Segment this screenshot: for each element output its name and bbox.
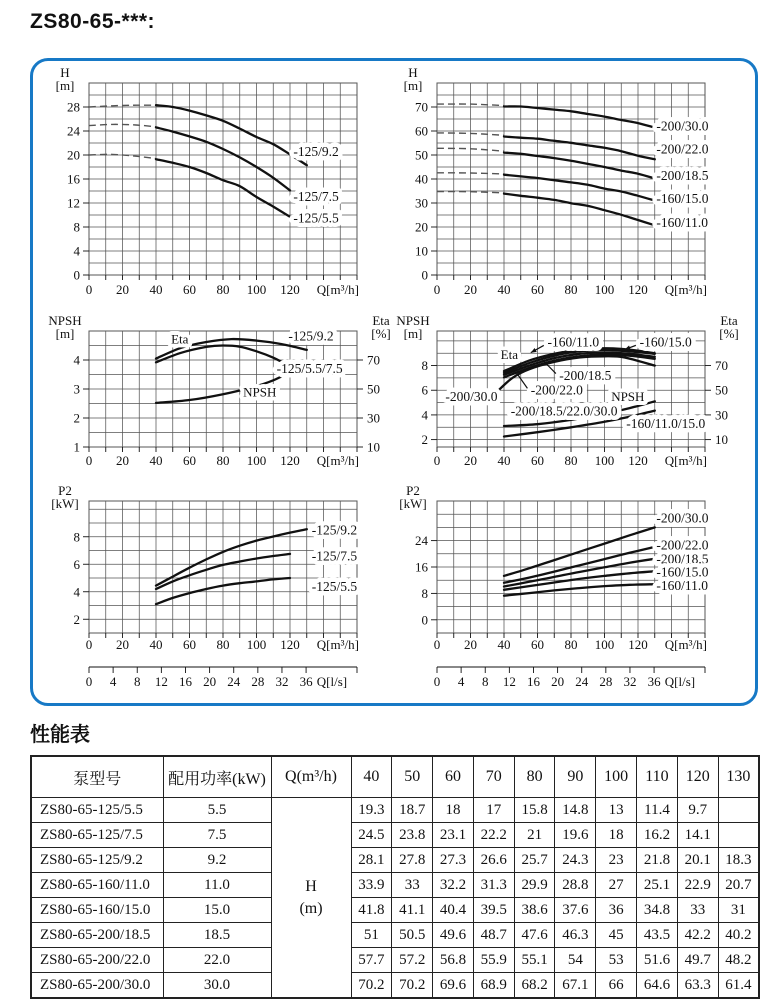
svg-text:16: 16 — [415, 559, 428, 575]
svg-text:120: 120 — [628, 282, 648, 297]
value-cell: 15.8 — [514, 798, 555, 823]
svg-text:36: 36 — [647, 674, 661, 689]
svg-text:80: 80 — [216, 453, 230, 468]
charts-panel — [30, 58, 758, 706]
value-cell: 24.5 — [351, 823, 392, 848]
svg-text:100: 100 — [594, 453, 615, 468]
svg-text:-125/5.5/7.5: -125/5.5/7.5 — [276, 361, 343, 377]
value-cell: 16.2 — [637, 823, 678, 848]
header-cell: 40 — [351, 756, 392, 798]
value-cell: 27.3 — [433, 848, 474, 873]
header-cell: 配用功率(kW) — [163, 756, 271, 798]
svg-text:20: 20 — [203, 674, 217, 689]
value-cell: 46.3 — [555, 923, 596, 948]
svg-text:36: 36 — [299, 674, 313, 689]
svg-text:Eta: Eta — [171, 331, 189, 347]
value-cell: 33 — [677, 898, 718, 923]
svg-text:Eta: Eta — [500, 346, 518, 362]
svg-text:80: 80 — [564, 282, 578, 297]
svg-text:16: 16 — [67, 171, 80, 187]
svg-text:P2: P2 — [58, 485, 72, 498]
performance-table-heading: 性能表 — [30, 724, 90, 746]
svg-text:30: 30 — [415, 195, 428, 211]
value-cell: 21 — [514, 823, 555, 848]
power-cell: 5.5 — [163, 798, 271, 823]
svg-text:40: 40 — [149, 637, 163, 652]
svg-text:H: H — [60, 65, 70, 80]
svg-text:-160/15.0: -160/15.0 — [656, 191, 709, 207]
value-cell: 14.1 — [677, 823, 718, 848]
svg-text:[m]: [m] — [403, 326, 423, 341]
svg-text:[kW]: [kW] — [399, 496, 427, 511]
value-cell: 50.5 — [392, 923, 433, 948]
svg-text:Eta: Eta — [372, 313, 390, 328]
table-row — [31, 823, 759, 848]
svg-text:70: 70 — [367, 352, 380, 368]
value-cell: 39.5 — [473, 898, 514, 923]
svg-text:80: 80 — [564, 453, 578, 468]
model-cell: ZS80-65-160/11.0 — [31, 873, 163, 898]
svg-text:4: 4 — [73, 584, 80, 600]
value-cell: 18 — [433, 798, 474, 823]
svg-text:-160/11.0/15.0: -160/11.0/15.0 — [626, 416, 706, 432]
value-cell: 28.8 — [555, 873, 596, 898]
svg-text:-125/9.2: -125/9.2 — [293, 143, 339, 159]
svg-text:-200/22.0: -200/22.0 — [656, 141, 709, 157]
svg-text:-160/11.0: -160/11.0 — [656, 577, 709, 593]
svg-text:16: 16 — [178, 674, 192, 689]
svg-text:20: 20 — [551, 674, 565, 689]
svg-text:Q[m³/h]: Q[m³/h] — [316, 282, 359, 297]
svg-text:20: 20 — [464, 637, 477, 652]
svg-text:-125/9.2: -125/9.2 — [311, 522, 358, 538]
value-cell: 25.1 — [637, 873, 678, 898]
svg-text:[%]: [%] — [719, 326, 739, 341]
svg-text:NPSH: NPSH — [243, 384, 277, 400]
svg-text:P2: P2 — [406, 485, 420, 498]
svg-text:2: 2 — [421, 432, 428, 448]
value-cell: 27.8 — [392, 848, 433, 873]
svg-text:-125/7.5: -125/7.5 — [311, 548, 358, 564]
value-cell: 40.2 — [718, 923, 759, 948]
value-cell: 43.5 — [637, 923, 678, 948]
value-cell: 24.3 — [555, 848, 596, 873]
svg-text:60: 60 — [183, 453, 196, 468]
svg-text:16: 16 — [526, 674, 540, 689]
power-cell: 30.0 — [163, 973, 271, 999]
svg-text:100: 100 — [594, 637, 615, 652]
power-cell: 7.5 — [163, 823, 271, 848]
model-cell: ZS80-65-160/15.0 — [31, 898, 163, 923]
svg-text:8: 8 — [73, 529, 80, 545]
svg-text:12: 12 — [502, 674, 516, 689]
svg-text:60: 60 — [415, 123, 428, 139]
value-cell: 18 — [596, 823, 637, 848]
value-cell: 22.9 — [677, 873, 718, 898]
header-cell: 120 — [677, 756, 718, 798]
svg-text:0: 0 — [85, 282, 93, 297]
value-cell: 57.2 — [392, 948, 433, 973]
table-header-row — [31, 756, 759, 798]
svg-text:NPSH: NPSH — [48, 313, 82, 328]
svg-text:30: 30 — [715, 407, 728, 423]
value-cell: 68.9 — [473, 973, 514, 999]
table-row — [31, 898, 759, 923]
svg-text:0: 0 — [433, 637, 441, 652]
table-row — [31, 798, 759, 823]
value-cell: 11.4 — [637, 798, 678, 823]
svg-text:100: 100 — [246, 453, 267, 468]
svg-text:0: 0 — [433, 453, 441, 468]
svg-text:20: 20 — [415, 219, 428, 235]
svg-text:-200/22.0: -200/22.0 — [530, 382, 583, 398]
svg-text:50: 50 — [367, 381, 380, 397]
svg-text:28: 28 — [251, 674, 265, 689]
svg-text:4: 4 — [421, 407, 428, 423]
svg-text:60: 60 — [531, 282, 544, 297]
svg-text:60: 60 — [183, 282, 196, 297]
value-cell: 67.1 — [555, 973, 596, 999]
svg-text:4: 4 — [73, 352, 80, 368]
svg-text:12: 12 — [67, 195, 80, 211]
value-cell: 49.6 — [433, 923, 474, 948]
svg-text:80: 80 — [564, 637, 578, 652]
header-cell: 70 — [473, 756, 514, 798]
svg-text:40: 40 — [149, 453, 163, 468]
value-cell: 14.8 — [555, 798, 596, 823]
model-cell: ZS80-65-125/9.2 — [31, 848, 163, 873]
svg-text:60: 60 — [183, 637, 196, 652]
value-cell: 19.6 — [555, 823, 596, 848]
head-unit-cell: H (m) — [271, 798, 351, 999]
svg-text:100: 100 — [246, 282, 267, 297]
svg-text:Q[m³/h]: Q[m³/h] — [664, 453, 707, 468]
value-cell: 64.6 — [637, 973, 678, 999]
svg-text:28: 28 — [599, 674, 613, 689]
chart-npsh-eta-125 — [43, 313, 393, 485]
svg-text:Q[m³/h]: Q[m³/h] — [664, 282, 707, 297]
value-cell: 48.2 — [718, 948, 759, 973]
svg-text:0: 0 — [433, 282, 441, 297]
power-cell: 18.5 — [163, 923, 271, 948]
svg-text:50: 50 — [415, 147, 428, 163]
svg-text:-160/15.0: -160/15.0 — [639, 334, 692, 350]
svg-text:-125/5.5: -125/5.5 — [293, 210, 339, 226]
chart-head-flow-125 — [43, 63, 393, 307]
value-cell: 68.2 — [514, 973, 555, 999]
svg-text:[kW]: [kW] — [51, 496, 79, 511]
svg-text:20: 20 — [116, 282, 129, 297]
svg-text:2: 2 — [73, 410, 80, 426]
svg-text:8: 8 — [421, 358, 428, 374]
value-cell: 26.6 — [473, 848, 514, 873]
value-cell: 49.7 — [677, 948, 718, 973]
svg-text:-160/15.0: -160/15.0 — [656, 564, 709, 580]
value-cell: 18.7 — [392, 798, 433, 823]
value-cell: 47.6 — [514, 923, 555, 948]
svg-text:20: 20 — [464, 282, 477, 297]
svg-text:20: 20 — [116, 637, 129, 652]
value-cell: 31 — [718, 898, 759, 923]
header-cell: 50 — [392, 756, 433, 798]
value-cell: 20.1 — [677, 848, 718, 873]
svg-text:-200/18.5/22.0/30.0: -200/18.5/22.0/30.0 — [510, 403, 618, 419]
value-cell: 22.2 — [473, 823, 514, 848]
table-row — [31, 973, 759, 999]
svg-text:H: H — [408, 65, 418, 80]
svg-text:Q[m³/h]: Q[m³/h] — [664, 637, 707, 652]
svg-text:-125/7.5: -125/7.5 — [293, 188, 339, 204]
value-cell: 20.7 — [718, 873, 759, 898]
svg-text:8: 8 — [73, 219, 80, 235]
value-cell: 36 — [596, 898, 637, 923]
chart-head-flow-160-200 — [391, 63, 741, 307]
svg-text:10: 10 — [415, 243, 428, 259]
svg-text:4: 4 — [457, 674, 465, 689]
svg-text:100: 100 — [594, 282, 615, 297]
value-cell: 33.9 — [351, 873, 392, 898]
performance-table — [30, 755, 760, 999]
svg-text:-200/22.0: -200/22.0 — [656, 537, 709, 553]
value-cell: 17 — [473, 798, 514, 823]
value-cell: 69.6 — [433, 973, 474, 999]
value-cell: 29.9 — [514, 873, 555, 898]
svg-text:0: 0 — [421, 267, 428, 283]
value-cell: 70.2 — [392, 973, 433, 999]
svg-text:28: 28 — [67, 99, 80, 115]
svg-text:8: 8 — [481, 674, 489, 689]
svg-text:40: 40 — [497, 453, 511, 468]
model-cell: ZS80-65-125/5.5 — [31, 798, 163, 823]
svg-text:32: 32 — [623, 674, 637, 689]
svg-text:8: 8 — [133, 674, 141, 689]
svg-text:-160/11.0: -160/11.0 — [547, 334, 600, 350]
svg-text:10: 10 — [367, 439, 380, 455]
svg-text:12: 12 — [154, 674, 168, 689]
table-row — [31, 948, 759, 973]
svg-text:Q[m³/h]: Q[m³/h] — [316, 637, 359, 652]
value-cell: 51 — [351, 923, 392, 948]
value-cell: 23.8 — [392, 823, 433, 848]
svg-text:80: 80 — [216, 282, 230, 297]
svg-text:0: 0 — [433, 674, 441, 689]
svg-text:24: 24 — [575, 674, 589, 689]
svg-text:24: 24 — [415, 533, 428, 549]
svg-text:[%]: [%] — [371, 326, 391, 341]
page-title: ZS80-65-***: — [30, 10, 156, 33]
svg-text:20: 20 — [464, 453, 477, 468]
svg-text:40: 40 — [415, 171, 428, 187]
svg-text:6: 6 — [421, 382, 428, 398]
header-cell: 泵型号 — [31, 756, 163, 798]
value-cell: 23.1 — [433, 823, 474, 848]
value-cell: 57.7 — [351, 948, 392, 973]
value-cell: 23 — [596, 848, 637, 873]
power-cell: 9.2 — [163, 848, 271, 873]
svg-text:1: 1 — [73, 439, 80, 455]
model-cell: ZS80-65-200/18.5 — [31, 923, 163, 948]
chart-power-flow-160-200 — [391, 485, 741, 701]
value-cell — [718, 823, 759, 848]
svg-text:40: 40 — [497, 282, 511, 297]
svg-text:-160/11.0: -160/11.0 — [656, 215, 709, 231]
value-cell: 19.3 — [351, 798, 392, 823]
svg-text:8: 8 — [421, 585, 428, 601]
svg-text:-125/9.2: -125/9.2 — [288, 328, 334, 344]
header-cell: 110 — [637, 756, 678, 798]
svg-text:-200/18.5: -200/18.5 — [559, 367, 612, 383]
svg-text:Eta: Eta — [720, 313, 738, 328]
value-cell: 45 — [596, 923, 637, 948]
value-cell — [718, 798, 759, 823]
value-cell: 37.6 — [555, 898, 596, 923]
value-cell: 25.7 — [514, 848, 555, 873]
value-cell: 18.3 — [718, 848, 759, 873]
header-cell: 60 — [433, 756, 474, 798]
svg-text:40: 40 — [497, 637, 511, 652]
svg-text:4: 4 — [73, 243, 80, 259]
svg-text:100: 100 — [246, 637, 267, 652]
value-cell: 55.1 — [514, 948, 555, 973]
table-row — [31, 873, 759, 898]
svg-text:-200/30.0: -200/30.0 — [445, 388, 498, 404]
svg-text:0: 0 — [421, 612, 428, 628]
svg-text:Q[m³/h]: Q[m³/h] — [316, 453, 359, 468]
svg-text:Q[l/s]: Q[l/s] — [316, 674, 348, 689]
value-cell: 28.1 — [351, 848, 392, 873]
svg-text:0: 0 — [73, 267, 80, 283]
value-cell: 63.3 — [677, 973, 718, 999]
value-cell: 31.3 — [473, 873, 514, 898]
svg-text:50: 50 — [715, 382, 728, 398]
power-cell: 15.0 — [163, 898, 271, 923]
value-cell: 41.8 — [351, 898, 392, 923]
svg-text:70: 70 — [715, 358, 728, 374]
svg-text:-200/18.5: -200/18.5 — [656, 167, 709, 183]
svg-text:20: 20 — [116, 453, 129, 468]
value-cell: 38.6 — [514, 898, 555, 923]
svg-text:120: 120 — [628, 453, 648, 468]
svg-text:32: 32 — [275, 674, 289, 689]
value-cell: 70.2 — [351, 973, 392, 999]
svg-text:120: 120 — [280, 453, 300, 468]
table-header — [31, 756, 759, 798]
svg-text:60: 60 — [531, 453, 544, 468]
svg-text:NPSH: NPSH — [611, 388, 645, 404]
value-cell: 40.4 — [433, 898, 474, 923]
value-cell: 32.2 — [433, 873, 474, 898]
svg-text:20: 20 — [67, 147, 80, 163]
header-cell: 90 — [555, 756, 596, 798]
value-cell: 9.7 — [677, 798, 718, 823]
svg-text:24: 24 — [67, 123, 80, 139]
header-cell: 130 — [718, 756, 759, 798]
svg-text:120: 120 — [628, 637, 648, 652]
svg-text:120: 120 — [280, 282, 300, 297]
svg-text:[m]: [m] — [55, 78, 75, 93]
svg-text:[m]: [m] — [403, 78, 423, 93]
svg-text:2: 2 — [73, 611, 80, 627]
value-cell: 27 — [596, 873, 637, 898]
svg-text:70: 70 — [415, 99, 428, 115]
chart-power-flow-125 — [43, 485, 393, 701]
svg-text:4: 4 — [109, 674, 117, 689]
model-cell: ZS80-65-200/30.0 — [31, 973, 163, 999]
svg-text:6: 6 — [73, 556, 80, 572]
table-row — [31, 923, 759, 948]
value-cell: 61.4 — [718, 973, 759, 999]
value-cell: 56.8 — [433, 948, 474, 973]
svg-text:[m]: [m] — [55, 326, 75, 341]
svg-text:Q[l/s]: Q[l/s] — [664, 674, 696, 689]
value-cell: 55.9 — [473, 948, 514, 973]
svg-text:40: 40 — [149, 282, 163, 297]
table-body — [31, 798, 759, 999]
svg-text:3: 3 — [73, 381, 80, 397]
svg-text:60: 60 — [531, 637, 544, 652]
value-cell: 42.2 — [677, 923, 718, 948]
value-cell: 34.8 — [637, 898, 678, 923]
svg-text:10: 10 — [715, 432, 728, 448]
power-cell: 22.0 — [163, 948, 271, 973]
svg-text:-200/30.0: -200/30.0 — [656, 118, 709, 134]
svg-text:30: 30 — [367, 410, 380, 426]
value-cell: 33 — [392, 873, 433, 898]
svg-text:-200/18.5: -200/18.5 — [656, 551, 709, 567]
svg-text:0: 0 — [85, 674, 93, 689]
power-cell: 11.0 — [163, 873, 271, 898]
value-cell: 13 — [596, 798, 637, 823]
model-cell: ZS80-65-200/22.0 — [31, 948, 163, 973]
svg-text:0: 0 — [85, 453, 93, 468]
value-cell: 53 — [596, 948, 637, 973]
svg-text:24: 24 — [227, 674, 241, 689]
header-cell: 80 — [514, 756, 555, 798]
model-cell: ZS80-65-125/7.5 — [31, 823, 163, 848]
value-cell: 51.6 — [637, 948, 678, 973]
header-cell: 100 — [596, 756, 637, 798]
svg-text:80: 80 — [216, 637, 230, 652]
svg-text:120: 120 — [280, 637, 300, 652]
value-cell: 54 — [555, 948, 596, 973]
svg-text:NPSH: NPSH — [396, 313, 430, 328]
svg-text:-200/30.0: -200/30.0 — [656, 510, 709, 526]
svg-text:-125/5.5: -125/5.5 — [311, 578, 358, 594]
table-row — [31, 848, 759, 873]
value-cell: 66 — [596, 973, 637, 999]
header-cell: Q(m³/h) — [271, 756, 351, 798]
chart-npsh-eta-160-200 — [391, 313, 741, 485]
svg-text:0: 0 — [85, 637, 93, 652]
value-cell: 21.8 — [637, 848, 678, 873]
value-cell: 41.1 — [392, 898, 433, 923]
value-cell: 48.7 — [473, 923, 514, 948]
